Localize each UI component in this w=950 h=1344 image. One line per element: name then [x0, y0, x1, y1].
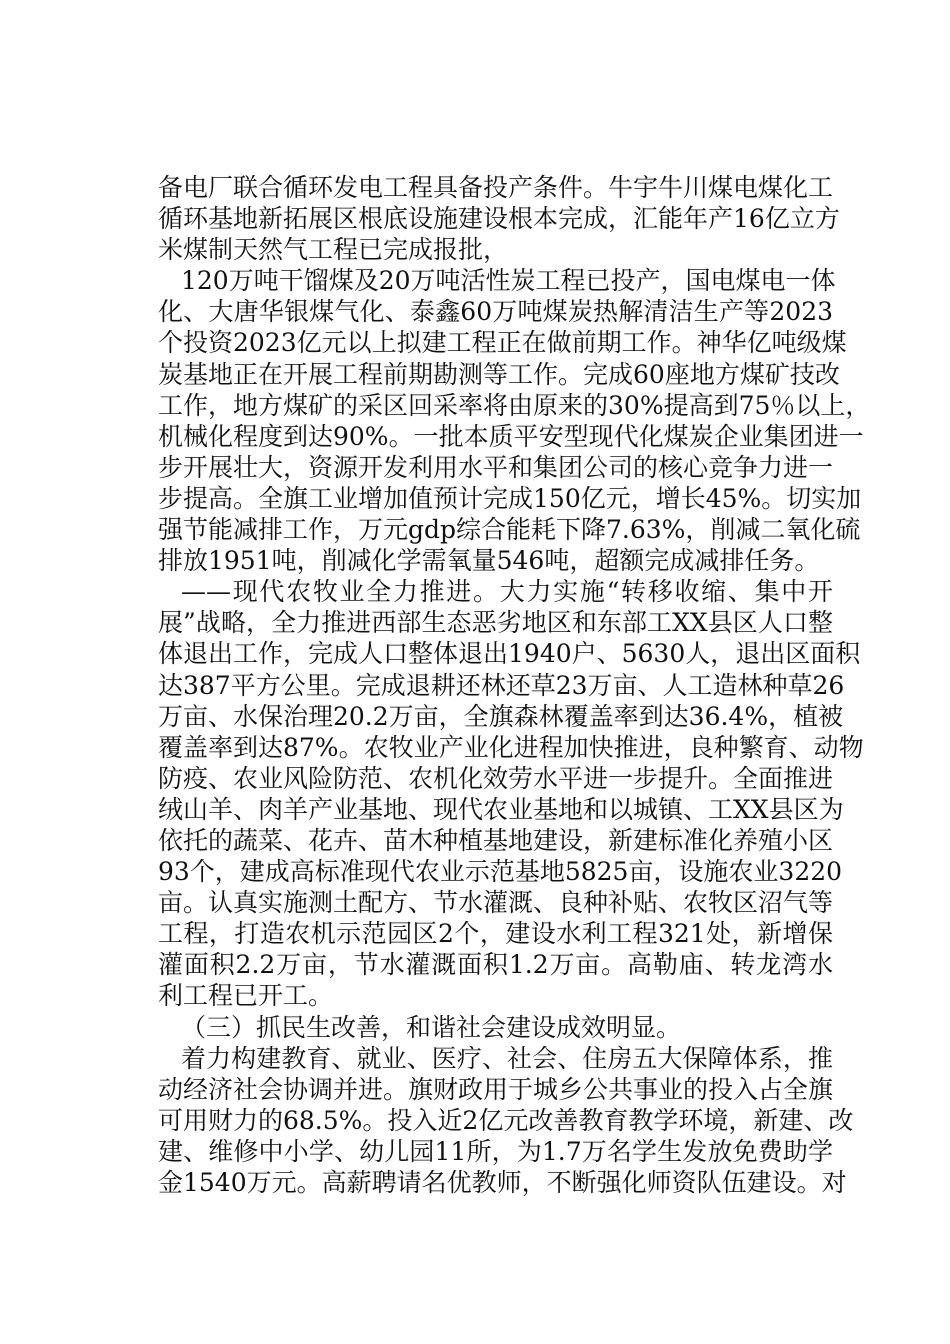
text-line: 工作，地方煤矿的采区回采率将由原来的30%提高到75％以上， [158, 390, 871, 420]
text-line: 灌面积2.2万亩，节水灌溉面积1.2万亩。高勒庙、转龙湾水 [158, 950, 833, 980]
text-line: 着力构建教育、就业、医疗、社会、住房五大保障体系，推 [181, 1043, 833, 1073]
text-line: 达387平方公里。完成退耕还林还草23万亩、人工造林种草26 [158, 670, 845, 700]
text-line: 步开展壮大，资源开发利用水平和集团公司的核心竞争力进一 [158, 452, 834, 482]
text-line: （三）抓民生改善，和谐社会建设成效明显。 [181, 1012, 682, 1042]
text-line: 炭基地正在开展工程前期勘测等工作。完成60座地方煤矿技改 [158, 359, 840, 389]
text-line: 93个，建成高标准现代农业示范基地5825亩，设施农业3220 [158, 857, 843, 887]
text-line: 循环基地新拓展区根底设施建设根本完成，汇能年产16亿立方 [158, 204, 840, 234]
text-line: 金1540万元。高薪聘请名优教师，不断强化师资队伍建设。对 [158, 1168, 847, 1197]
text-line: 强节能减排工作，万元gdp综合能耗下降7.63%，削减二氧化硫 [158, 515, 861, 545]
text-line: 覆盖率到达87%。农牧业产业化进程加快推进，良种繁育、动物 [158, 732, 864, 762]
text-line: 工程，打造农机示范园区2个，建设水利工程321处，新增保 [158, 919, 833, 949]
text-line: 机械化程度到达90%。一批本质平安型现代化煤炭企业集团进一 [158, 421, 864, 451]
text-line: 步提高。全旗工业增加值预计完成150亿元，增长45%。切实加 [158, 483, 862, 513]
text-line: 米煤制天然气工程已完成报批， [158, 235, 509, 265]
text-line: 体退出工作，完成人口整体退出1940户、5630人，退出区面积 [158, 639, 861, 669]
text-line: 利工程已开工。 [158, 981, 334, 1011]
text-line: 排放1951吨，削减化学需氧量546吨，超额完成减排任务。 [158, 546, 820, 576]
text-line: 120万吨干馏煤及20万吨活性炭工程已投产，国电煤电一体 [181, 266, 836, 296]
text-line: 个投资2023亿元以上拟建工程正在做前期工作。神华亿吨级煤 [158, 328, 847, 358]
text-line: 依托的蔬菜、花卉、苗木种植基地建设，新建标准化养殖小区 [158, 825, 834, 855]
text-line: 亩。认真实施测土配方、节水灌溉、良种补贴、农牧区沼气等 [158, 888, 834, 918]
text-line: 展”战略，全力推进西部生态恶劣地区和东部工XX县区人口整 [158, 608, 833, 638]
text-line: ——现代农牧业全力推进。大力实施“转移收缩、集中开 [181, 577, 833, 607]
text-line: 化、大唐华银煤气化、泰鑫60万吨煤炭热解清洁生产等2023 [158, 297, 833, 327]
text-line: 万亩、水保治理20.2万亩，全旗森林覆盖率到达36.4%，植被 [158, 701, 844, 731]
text-line: 绒山羊、肉羊产业基地、现代农业基地和以城镇、工XX县区为 [158, 794, 844, 824]
text-line: 动经济社会协调并进。旗财政用于城乡公共事业的投入占全旗 [158, 1074, 834, 1104]
text-line: 可用财力的68.5%。投入近2亿元改善教育教学环境，新建、改 [158, 1105, 854, 1135]
text-line: 建、维修中小学、幼儿园11所，为1.7万名学生发放免费助学 [158, 1136, 833, 1166]
document-body [158, 172, 871, 1198]
text-line: 备电厂联合循环发电工程具备投产条件。牛宇牛川煤电煤化工 [158, 173, 834, 202]
text-line: 防疫、农业风险防范、农机化效劳水平进一步提升。全面推进 [158, 763, 834, 793]
